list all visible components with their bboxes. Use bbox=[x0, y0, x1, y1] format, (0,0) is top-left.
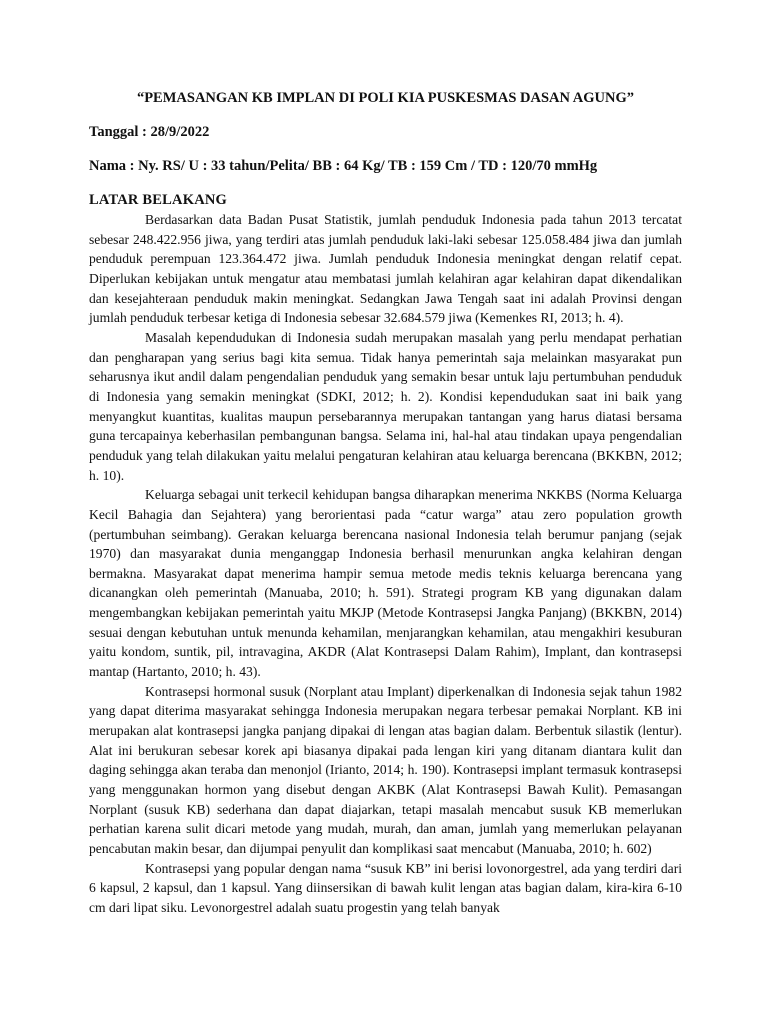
date-line: Tanggal : 28/9/2022 bbox=[89, 124, 210, 140]
paragraph-2: Masalah kependudukan di Indonesia sudah merupakan masalah yang perlu mendapat perhatian dan pengharapan yang serius bagi kita semua. Tidak hanya pemerintah saja melainkan masyarakat pun seharusnya ikut andil dalam pengendalian penduduk yang semakin besar untuk laju pertumbuhan penduduk di Indonesia yang semakin meningkat (SDKI, 2012; h. 2). Kondisi kependudukan saat ini baik yang menyangkut kuantitas, kualitas maupun persebarannya merupakan tantangan yang harus diatasi bersama guna tercapainya keberhasilan pembangunan bangsa. Selama ini, hal-hal atau tindakan upaya pengendalian penduduk yang telah dilakukan yaitu melalui pengaturan kelahiran atau keluarga berencana (BKKBN, 2012; h. 10). bbox=[89, 329, 682, 483]
document-page bbox=[89, 88, 682, 918]
paragraph-1: Berdasarkan data Badan Pusat Statistik, jumlah penduduk Indonesia pada tahun 2013 tercatat sebesar 248.422.956 jiwa, yang terdiri atas jumlah penduduk laki-laki sebesar 125.058.484 jiwa dan jumlah penduduk perempuan 123.364.472 jiwa. Jumlah penduduk Indonesia meningkat dengan relatif cepat. Diperlukan kebijakan untuk mengatur atau membatasi jumlah kelahiran agar kelahiran dapat dikendalikan dan kesejahteraan penduduk makin meningkat. Sedangkan Jawa Tengah saat ini adalah Provinsi dengan jumlah penduduk terbesar ketiga di Indonesia sebesar 32.684.579 jiwa (Kemenkes RI, 2013; h. 4). bbox=[89, 212, 682, 326]
patient-info-line: Nama : Ny. RS/ U : 33 tahun/Pelita/ BB : 64 Kg/ TB : 159 Cm / TD : 120/70 mmHg bbox=[89, 158, 598, 174]
document-title: “PEMASANGAN KB IMPLAN DI POLI KIA PUSKESMAS DASAN AGUNG” bbox=[136, 90, 635, 106]
paragraph-5: Kontrasepsi yang popular dengan nama “susuk KB” ini berisi lovonorgestrel, ada yang terdiri dari 6 kapsul, 2 kapsul, dan 1 kapsul. Yang diinsersikan di bawah kulit lengan atas bagian dalam, kira-kira 6-10 cm dari lipat siku. Levonorgestrel adalah suatu progestin yang telah banyak bbox=[89, 860, 682, 915]
paragraph-3: Keluarga sebagai unit terkecil kehidupan bangsa diharapkan menerima NKKBS (Norma Keluarga Kecil Bahagia dan Sejahtera) yang berorientasi pada “catur warga” atau zero population growth (pertumbuhan seimbang). Gerakan keluarga berencana nasional Indonesia telah berumur panjang (sejak 1970) dan masyarakat dunia menganggap Indonesia berhasil menurunkan angka kelahiran dengan bermakna. Masyarakat dapat menerima hampir semua metode medis teknis keluarga berencana yang dicanangkan oleh pemerintah (Manuaba, 2010; h. 591). Strategi program KB yang digunakan dalam mengembangkan kebijakan pemerintah yaitu MKJP (Metode Kontrasepsi Jangka Panjang) (BKKBN, 2014) sesuai dengan kebutuhan untuk menunda kehamilan, menjarangkan kehamilan, atau mengakhiri kesuburan yaitu kondom, suntik, pil, intravagina, AKDR (Alat Kontrasepsi Dalam Rahim), Implant, dan kontrasepsi mantap (Hartanto, 2010; h. 43). bbox=[89, 487, 682, 680]
section-heading: LATAR BELAKANG bbox=[89, 192, 228, 208]
paragraph-4: Kontrasepsi hormonal susuk (Norplant atau Implant) diperkenalkan di Indonesia sejak tahun 1982 yang dapat diterima masyarakat sehingga Indonesia merupakan negara terbesar pemakai Norplant. KB ini merupakan alat kontrasepsi jangka panjang dipakai di lengan atas bagian dalam. Berbentuk silastik (lentur). Alat ini berukuran sebesar korek api biasanya dipakai pada lengan kiri yang ditanam diantara kulit dan daging sehingga akan teraba dan menonjol (Irianto, 2014; h. 190). Kontrasepsi implant termasuk kontrasepsi yang menggunakan hormon yang disebut dengan AKBK (Alat Kontrasepsi Bawah Kulit). Pemasangan Norplant (susuk KB) sederhana dan dapat diajarkan, tetapi masalah mencabut susuk KB memerlukan perhatian karena sulit dicari metode yang mudah, murah, dan aman, jumlah yang memerlukan pelayanan pencabutan makin besar, dan dijumpai penyulit dan komplikasi saat mencabut (Manuaba, 2010; h. 602) bbox=[89, 683, 682, 856]
